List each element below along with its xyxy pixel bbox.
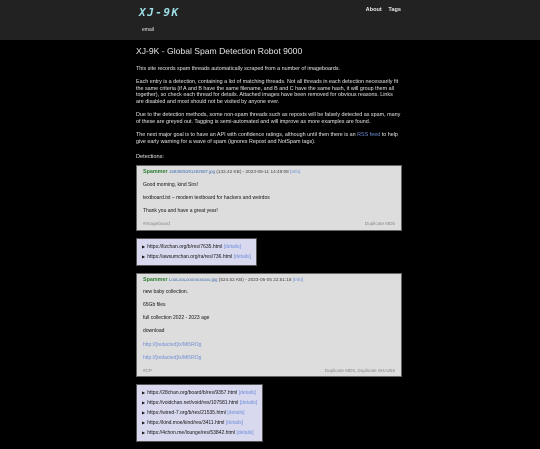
thread-url: https://28chan.org/board/b/res/9357.html	[147, 390, 238, 397]
expand-triangle-icon[interactable]: ▶	[142, 400, 146, 406]
details-link[interactable]: [details]	[225, 420, 244, 427]
nav-tags-link[interactable]: Tags	[388, 7, 401, 13]
info-link[interactable]: [Info]	[292, 276, 304, 282]
thread-url: https://voidchan.net/void/res/107581.html	[147, 400, 239, 407]
intro-paragraph: Due to the detection methods, some non-spam threads such as reposts will be falsely detected as spam, many of these are greyed out. Tagging is semi-automated and will improve as more examples are found.	[136, 112, 401, 126]
site-logo[interactable]: XJ-9K	[139, 6, 180, 19]
thread-row[interactable]	[142, 408, 257, 418]
post-line: textboard.txt – modern textboard for hackers and weirdos	[143, 194, 270, 201]
thread-url: https://lizchan.org/b/res/7635.html	[147, 243, 223, 250]
file-meta: (524.52 KB) - 2023-05-05 22:51:18	[218, 276, 292, 282]
detections-heading: Detections:	[136, 153, 164, 160]
details-link[interactable]: [details]	[227, 410, 245, 417]
redacted-link[interactable]: http://[redacted]/x/Mi5ROg	[143, 354, 202, 361]
post-link	[143, 342, 395, 348]
detection-card	[136, 273, 402, 378]
details-link[interactable]: [details]	[233, 253, 251, 260]
main-content	[136, 40, 402, 449]
expand-triangle-icon[interactable]: ▶	[142, 430, 146, 436]
expand-triangle-icon[interactable]: ▶	[142, 243, 146, 249]
expand-triangle-icon[interactable]: ▶	[142, 420, 146, 426]
thread-list	[136, 238, 257, 266]
details-link[interactable]: [details]	[239, 400, 258, 407]
details-link[interactable]: [details]	[223, 243, 241, 250]
post-link	[143, 355, 395, 361]
duplicate-label: Duplicate MD5	[364, 220, 395, 226]
duplicate-label: Duplicate MD5, Duplicate SHA256	[324, 367, 395, 373]
thread-url: https://4chon.me/lounge/res/53842.html	[147, 430, 236, 437]
thread-row[interactable]	[142, 428, 257, 438]
author-name: Spammer	[143, 276, 168, 283]
thread-row[interactable]	[142, 418, 257, 428]
intro-paragraph: This site records spam threads automatically scraped from a number of imageboards.	[136, 65, 341, 72]
post-line: 65Gb files	[143, 302, 166, 309]
top-nav	[361, 7, 401, 14]
intro-paragraph-rss	[136, 132, 402, 146]
intro-text: to help give early warning for a wave of spam (ignores Repost and NotSpam tags).	[136, 132, 398, 146]
page-title: XJ-9K - Global Spam Detection Robot 9000	[136, 46, 303, 56]
post-line: Thank you and have a great year!	[143, 207, 218, 214]
file-meta: (132.42 KB) - 2023-05-11 14:49:08	[216, 168, 289, 174]
thread-list	[136, 384, 263, 442]
intro-paragraph: Each entry is a detection, containing a list of matching threads. Not all threads in each detection necessarily fit the same criteria (if A and B have the same filename, and B and C have the same hash, it will group them all together), so check each thread for details. Attached images have been removed for obvious reasons. Links are disabled and most should not be visited by anyone ever.	[136, 78, 399, 106]
file-name-link[interactable]: LooLooLoooooooooo.jpg	[168, 276, 218, 282]
thread-url: https://awsumchan.org/ra/res/736.html	[147, 253, 233, 260]
post-line: Good morning, kind Sirs!	[143, 181, 199, 188]
rss-feed-link[interactable]: RSS feed	[357, 132, 381, 139]
redacted-link[interactable]: http://[redacted]/x/Mi5ROg	[143, 341, 202, 348]
details-link[interactable]: [details]	[238, 390, 256, 397]
detection-header	[143, 277, 395, 284]
details-link[interactable]: [details]	[236, 430, 254, 437]
tag-label[interactable]: #CP	[143, 367, 152, 373]
post-line: new baby collection.	[143, 289, 189, 296]
thread-url: https://kind.moe/kind/res/3411.html	[147, 420, 225, 427]
detection-footer	[143, 221, 395, 227]
detection-footer	[143, 368, 395, 374]
email-link[interactable]: email	[142, 27, 154, 33]
author-name: Spammer	[143, 168, 168, 175]
thread-row[interactable]	[142, 252, 251, 262]
thread-row[interactable]	[142, 242, 251, 252]
thread-row[interactable]	[142, 388, 257, 398]
expand-triangle-icon[interactable]: ▶	[142, 390, 146, 396]
thread-url: https://wired-7.org/b/res/21535.html	[147, 410, 226, 417]
expand-triangle-icon[interactable]: ▶	[142, 410, 146, 416]
file-name-link[interactable]: 1683605291492587.jpg	[168, 168, 216, 174]
intro-text: The next major goal is to have an API with confidence ratings, although until then there is an	[136, 132, 358, 139]
detection-card	[136, 165, 402, 231]
thread-row[interactable]	[142, 398, 257, 408]
nav-about-link[interactable]: About	[365, 7, 382, 13]
post-line: download	[143, 328, 165, 335]
info-link[interactable]: [Info]	[290, 168, 301, 174]
top-bar	[0, 0, 540, 40]
expand-triangle-icon[interactable]: ▶	[142, 253, 146, 259]
detection-header	[143, 169, 395, 176]
post-line: full collection 2022 - 2023 age	[143, 315, 210, 322]
tag-label[interactable]: #imageboard	[143, 220, 170, 226]
